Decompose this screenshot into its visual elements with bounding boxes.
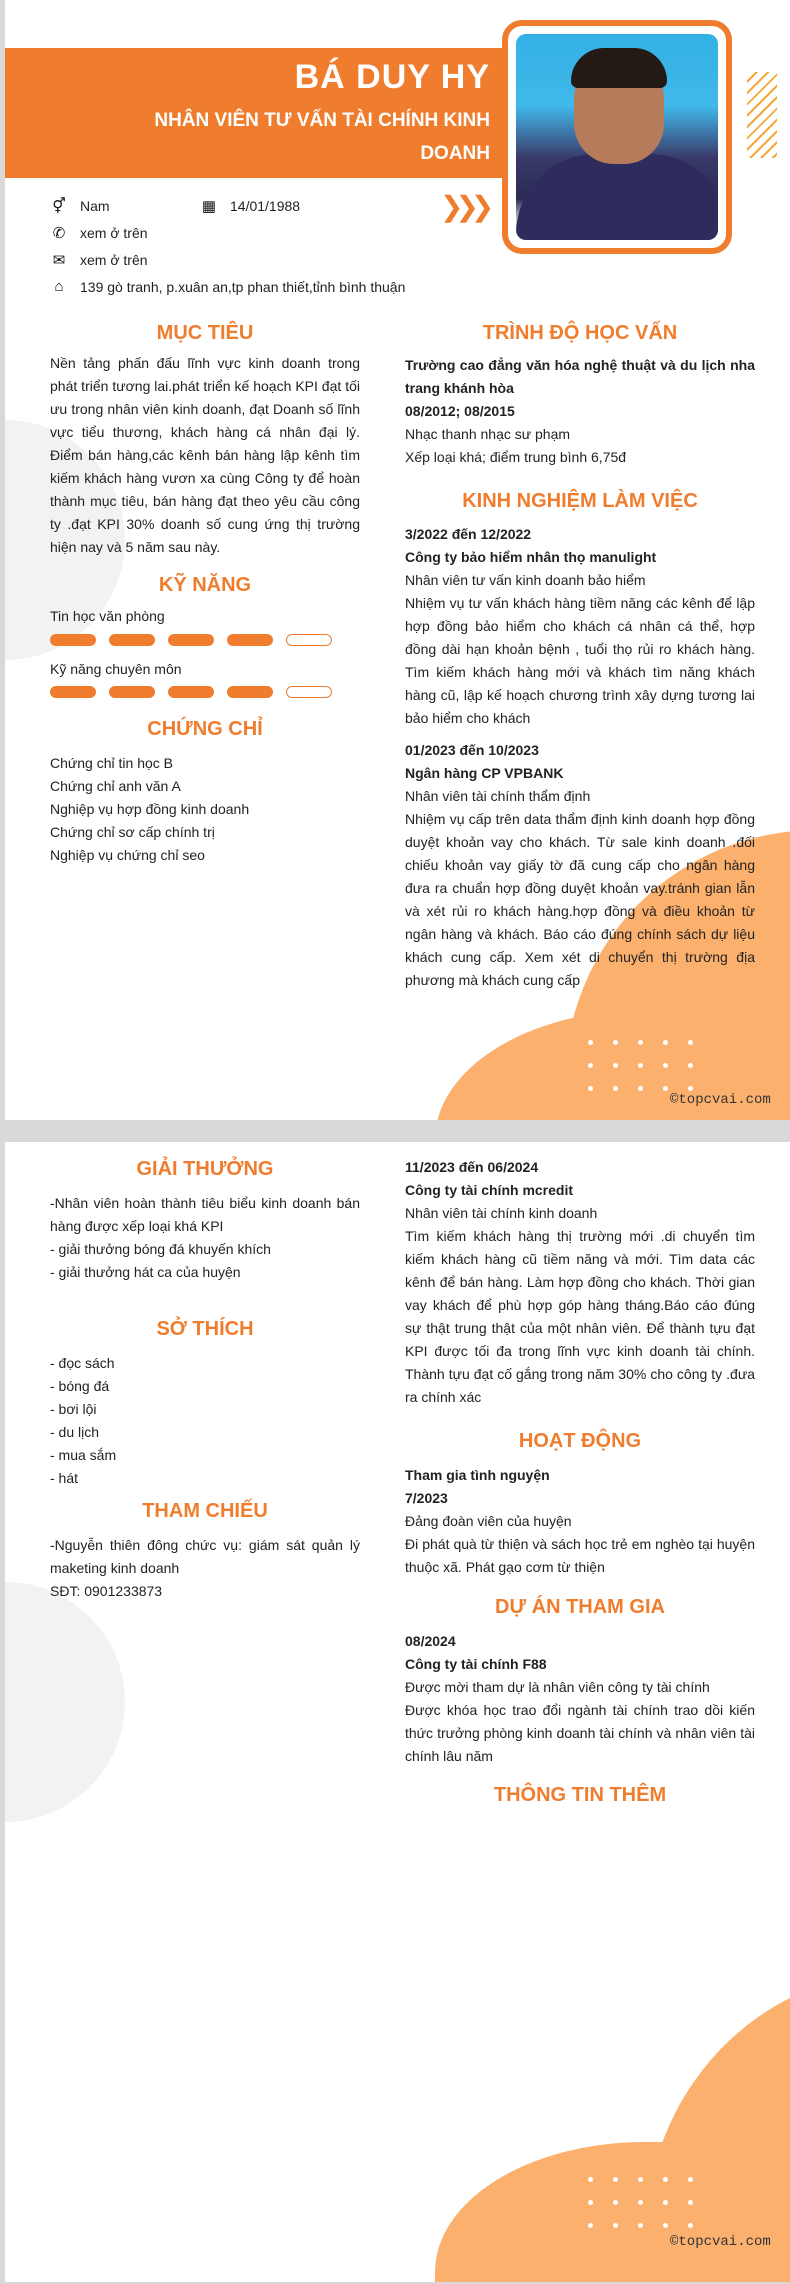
certificate-item: Chứng chỉ anh văn A [50,778,181,794]
skill-bar-filled [50,686,96,698]
skill-bar-filled [168,634,214,646]
skill-bar-filled [168,686,214,698]
phone-icon: ✆ [52,225,66,242]
skill-bar-filled [109,686,155,698]
skill-name: Tin học văn phòng [50,608,165,624]
extra-info-heading: THÔNG TIN THÊM [493,1784,667,1806]
profile-photo-frame [502,20,732,254]
activity-description: Đi phát quà từ thiện và sách học trẻ em nghèo tại huyện thuộc xã. Phát gạo cơm từ thiện [405,1536,755,1575]
skill-bar-filled [50,634,96,646]
decor-circle [5,1582,125,1822]
skill-bar-empty [286,634,332,646]
project-period: 08/2024 [405,1633,456,1649]
education-period: 08/2012; 08/2015 [405,403,515,419]
hobby-item: - du lịch [50,1424,100,1440]
project-role: Được mời tham dự là nhân viên công ty tài chính [405,1679,710,1695]
education-heading: TRÌNH ĐỘ HỌC VẤN [482,322,678,344]
certificates-heading: CHỨNG CHỈ [147,718,263,740]
projects-heading: DỰ ÁN THAM GIA [495,1596,665,1618]
job-position: Nhân viên tài chính kinh doanh [405,1205,598,1221]
job-position: Nhân viên tư vấn kinh doanh bảo hiểm [405,572,646,588]
project-company: Công ty tài chính F88 [405,1656,547,1672]
objective-text: Nền tảng phấn đấu lĩnh vực kinh doanh trong phát triển tương lai.phát triển kế hoạch KPI đạt tối ưu trong nhân viên kinh doanh, đạt Doanh số lĩnh vực tiểu thương, khách hàng cá nhân đại lý. Điểm bán hàng,các kênh bán hàng lập kênh tìm kiếm khách hàng vươn xa cùng Công ty để hoàn thành mục tiêu, bán hàng đạt theo yêu cầu công ty .đạt KPI 30% doanh số cung ứng thị trường hiện nay và 5 năm sau này. [50,355,360,555]
certificate-item: Chứng chỉ tin học B [50,755,173,771]
home-icon: ⌂ [54,278,64,295]
hobby-item: - hát [50,1470,79,1486]
education-school: Trường cao đẳng văn hóa nghệ thuật và du lịch nha trang khánh hòa [405,357,755,396]
calendar-icon: ▦ [201,198,217,215]
activities-heading: HOẠT ĐỘNG [518,1430,642,1452]
skill-bar-filled [227,634,273,646]
awards-heading: GIẢI THƯỞNG [136,1158,274,1180]
cv-page-2 [5,1142,790,2282]
education-major: Nhạc thanh nhạc sư phạm [405,426,571,442]
job-company: Công ty bảo hiểm nhân thọ manulight [405,549,657,565]
skill-bar-empty [286,686,332,698]
activity-org: Tham gia tình nguyện [405,1467,550,1483]
references-heading: THAM CHIẾU [142,1500,268,1522]
watermark: ©topcvai.com [670,1092,771,1108]
award-item: - giải thưởng bóng đá khuyến khích [50,1241,271,1257]
job-title: NHÂN VIÊN TƯ VẤN TÀI CHÍNH KINH DOANH [154,110,490,164]
certificate-item: Nghiệp vụ hợp đồng kinh doanh [50,801,250,817]
contact-birthday: ▦ 14/01/1988 [201,198,301,215]
experience-heading: KINH NGHIỆM LÀM VIỆC [462,490,698,512]
gender-icon: ⚥ [52,198,66,215]
job-description: Tìm kiếm khách hàng thị trường mới .di chuyển tìm kiếm khách hàng cũ tiềm năng và mới. Tìm data các kênh để bán hàng. Làm hợp đồng cho khách. Thời gian vay khách để phù hợp góp hàng tháng.Báo cáo đúng sự thật trung thật của một nhân viên. Để thành tựu đạt KPI được tối đa trong lĩnh vực kinh doanh tài chính. Thành tựu đạt cố gắng trong năm 30% cho công ty .đưa ra chính xác [405,1228,755,1405]
skill-bar-filled [109,634,155,646]
contact-email: ✉ xem ở trên [50,251,148,269]
award-item: - giải thưởng hát ca của huyện [50,1264,241,1280]
hobby-item: - bơi lội [50,1401,97,1417]
job-company: Công ty tài chính mcredit [405,1182,574,1198]
cv-page-1 [5,0,790,1120]
job-period: 01/2023 đến 10/2023 [405,742,539,758]
decor-stripes [747,72,777,158]
hobby-item: - đọc sách [50,1355,115,1371]
contact-phone: ✆ xem ở trên [50,224,148,242]
job-description: Nhiệm vụ tư vấn khách hàng tiềm năng các kênh để lập hợp đồng bảo hiểm cho khách cá nhân cá thể, hợp đồng dài hạn khoản bệnh , tuổi thọ rủi ro khách hàng. Tìm kiếm khách hàng mới và khách tìm năng khách hàng cũ, lập kế hoạch chương trình xây dựng tương lai bảo hiểm cho khách [405,595,755,726]
skill-name: Kỹ năng chuyên môn [50,661,182,677]
decor-blob [435,2142,790,2282]
job-position: Nhân viên tài chính thẩm định [405,788,591,804]
certificate-item: Chứng chỉ sơ cấp chính trị [50,824,215,840]
hobby-item: - bóng đá [50,1378,110,1394]
references-text: -Nguyễn thiên đông chức vụ: giám sát quản lý maketing kinh doanh [50,1537,360,1576]
hobbies-heading: SỞ THÍCH [156,1318,254,1340]
activity-role: Đảng đoàn viên của huyện [405,1513,572,1529]
job-description: Nhiệm vụ cấp trên data thẩm định kinh doanh hợp đồng duyệt khoản vay cho khách. Từ sale kinh doanh .đối chiếu khoản vay giấy tờ đã cung cấp cho ngân hàng đưa ra chuẩn hợp đồng duyệt khoản vay.tránh gian lẫn và xét rủi ro khách hàng.hợp đồng và điều khoản từ ngân hàng và khách. Báo cáo đúng chính sách dự liệu khách cung cấp. Xem xét di chuyển thị trường địa phương mà khách cung cấp [405,811,755,988]
hobby-item: - mua sắm [50,1447,117,1463]
awards-text: -Nhân viên hoàn thành tiêu biểu kinh doanh bán hàng được xếp loại khá KPI [50,1195,360,1234]
profile-photo [516,34,718,240]
watermark: ©topcvai.com [670,2234,771,2250]
job-period: 3/2022 đến 12/2022 [405,526,532,542]
job-company: Ngân hàng CP VPBANK [405,765,564,781]
candidate-name: BÁ DUY HY [294,58,490,96]
skill-bar-filled [227,686,273,698]
decor-chevrons: ❯❯❯ [440,191,487,222]
contact-address: ⌂ 139 gò tranh, p.xuân an,tp phan thiết,tỉnh bình thuận [50,278,405,295]
education-grade: Xếp loại khá; điểm trung bình 6,75đ [405,449,627,465]
references-phone: SĐT: 0901233873 [50,1583,163,1599]
job-period: 11/2023 đến 06/2024 [405,1159,539,1175]
skills-heading: KỸ NĂNG [158,574,252,596]
email-icon: ✉ [52,252,66,269]
objective-heading: MỤC TIÊU [156,322,254,344]
activity-period: 7/2023 [405,1490,448,1506]
project-description: Được khóa học trao đổi ngành tài chính trao dồi kiến thức trưởng phòng kinh doanh tài chính và nhân viên tài chính lâu năm [405,1702,755,1764]
contact-gender: ⚥ Nam [50,197,110,215]
certificate-item: Nghiệp vụ chứng chỉ seo [50,847,205,863]
